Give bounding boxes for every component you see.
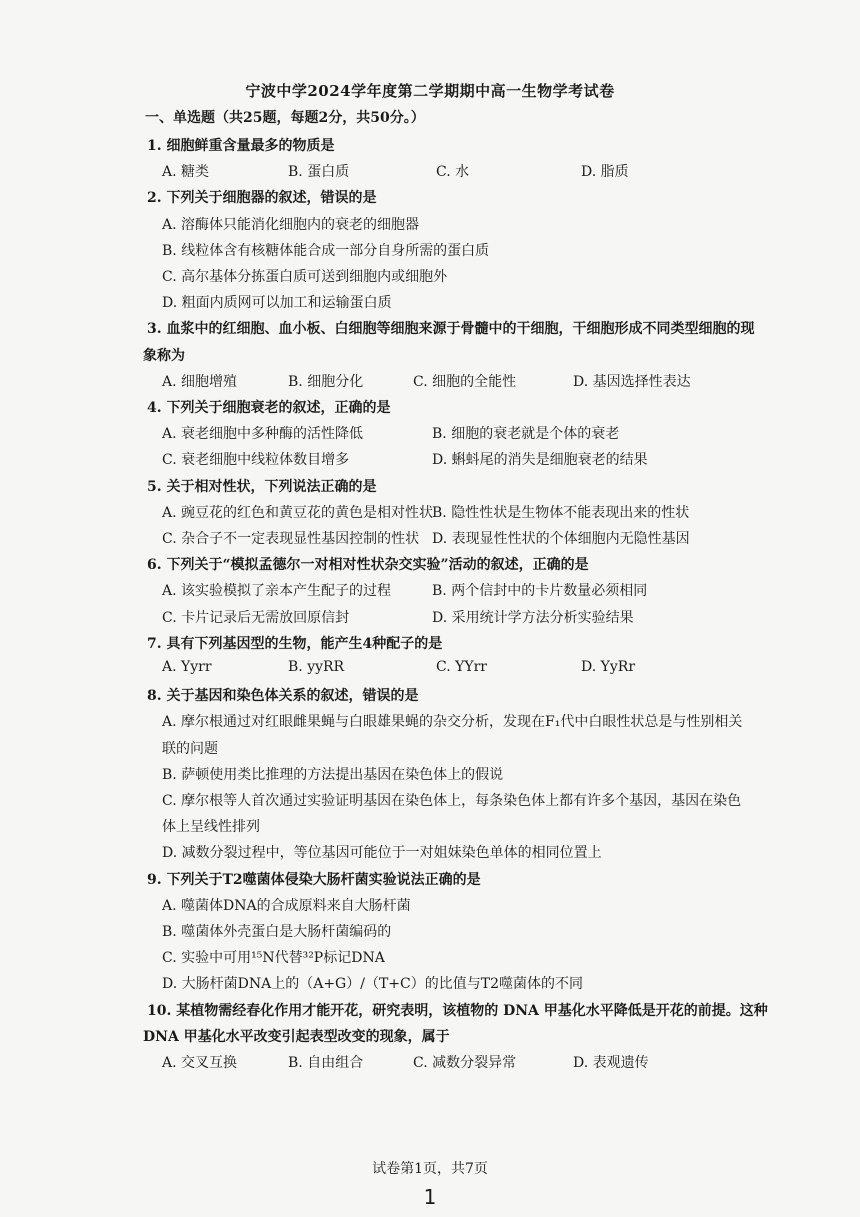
option-text: D. 采用统计学方法分析实验结果 [432, 609, 634, 626]
question-stem: 2. 下列关于细胞器的叙述，错误的是 [147, 190, 377, 207]
question-stem: 7. 具有下列基因型的生物，能产生4种配子的是 [147, 635, 443, 652]
option-text: 体上呈线性排列 [162, 819, 260, 836]
option-text: A. 该实验模拟了亲本产生配子的过程 [162, 583, 392, 600]
option-text: C. 实验中可用¹⁵N代替³²P标记DNA [162, 950, 385, 967]
option-text: B. 自由组合 [288, 1055, 364, 1071]
question-stem: 10. 某植物需经春化作用才能开花，研究表明，该植物的 DNA 甲基化水平降低是开花的前提。这种 [147, 1002, 768, 1019]
option-text: D. 基因选择性表达 [573, 373, 691, 390]
option-text: C. 卡片记录后无需放回原信封 [162, 609, 350, 626]
option-text: D. 表现显性性状的个体细胞内无隐性基因 [432, 531, 690, 547]
option-text: B. 噬菌体外壳蛋白是大肠杆菌编码的 [162, 924, 392, 940]
page-number: 1 [423, 1185, 437, 1209]
option-text: D. 脂质 [581, 164, 629, 181]
question-stem: 5. 关于相对性状，下列说法正确的是 [147, 478, 377, 495]
question-stem: 6. 下列关于“模拟孟德尔一对相对性状杂交实验”活动的叙述，正确的是 [147, 557, 589, 574]
option-text: A. 摩尔根通过对红眼雌果蝇与白眼雄果蝇的杂交分析，发现在F₁代中白眼性状总是与性别相关 [162, 714, 743, 731]
question-stem: 9. 下列关于T2噬菌体侵染大肠杆菌实验说法正确的是 [147, 871, 481, 888]
question-stem: 4. 下列关于细胞衰老的叙述，正确的是 [147, 400, 391, 416]
option-text: D. 减数分裂过程中，等位基因可能位于一对姐妹染色单体的相同位置上 [162, 845, 602, 862]
option-text: A. 豌豆花的红色和黄豆花的黄色是相对性状 [162, 504, 434, 521]
option-text: B. yyRR [288, 659, 345, 675]
option-text: D. 蝌蚪尾的消失是细胞衰老的结果 [432, 452, 648, 469]
section-heading: 一、单选题（共25题，每题2分，共50分。） [145, 110, 425, 126]
option-text: B. 两个信封中的卡片数量必须相同 [432, 583, 648, 600]
option-text: B. 蛋白质 [288, 164, 350, 181]
option-text: B. 细胞分化 [288, 373, 364, 390]
option-text: C. 细胞的全能性 [413, 373, 517, 390]
option-text: A. 噬菌体DNA的合成原料来自大肠杆菌 [162, 897, 411, 914]
option-text: 联的问题 [162, 740, 218, 757]
option-text: C. 水 [436, 164, 470, 181]
option-text: C. 衰老细胞中线粒体数目增多 [162, 452, 350, 469]
question-stem: 8. 关于基因和染色体关系的叙述，错误的是 [147, 688, 419, 705]
option-text: C. 高尔基体分拣蛋白质可送到细胞内或细胞外 [162, 269, 448, 285]
question-stem: 象称为 [143, 347, 185, 364]
exam-title: 宁波中学2024学年度第二学期期中高一生物学考试卷 [245, 82, 615, 100]
option-text: D. 粗面内质网可以加工和运输蛋白质 [162, 295, 392, 312]
option-text: A. 交叉互换 [162, 1055, 238, 1071]
option-text: A. 溶酶体只能消化细胞内的衰老的细胞器 [162, 216, 420, 233]
question-stem: 3. 血浆中的红细胞、血小板、白细胞等细胞来源于骨髓中的干细胞，干细胞形成不同类型细胞的现 [147, 321, 755, 338]
option-text: A. 糖类 [162, 164, 210, 181]
question-stem: 1. 细胞鲜重含量最多的物质是 [147, 138, 335, 154]
option-text: A. 细胞增殖 [162, 373, 238, 390]
option-text: B. 萨顿使用类比推理的方法提出基因在染色体上的假说 [162, 766, 504, 783]
option-text: D. 表观遗传 [573, 1055, 649, 1071]
option-text: C. 摩尔根等人首次通过实验证明基因在染色体上，每条染色体上都有许多个基因，基因在染色 [162, 793, 742, 809]
option-text: D. 大肠杆菌DNA上的（A+G）/（T+C）的比值与T2噬菌体的不同 [162, 976, 583, 993]
option-text: A. 衰老细胞中多种酶的活性降低 [162, 426, 364, 443]
question-stem: DNA 甲基化水平改变引起表型改变的现象，属于 [143, 1028, 450, 1045]
option-text: A. Yyrr [162, 659, 212, 675]
option-text: D. YyRr [581, 659, 636, 675]
option-text: B. 线粒体含有核糖体能合成一部分自身所需的蛋白质 [162, 242, 490, 259]
option-text: B. 细胞的衰老就是个体的衰老 [432, 426, 620, 443]
page-footer: 试卷第1页，共7页 [372, 1161, 488, 1177]
option-text: C. 杂合子不一定表现显性基因控制的性状 [162, 531, 420, 547]
option-text: C. YYrr [436, 659, 487, 675]
option-text: B. 隐性性状是生物体不能表现出来的性状 [432, 504, 690, 521]
option-text: C. 减数分裂异常 [413, 1055, 517, 1071]
